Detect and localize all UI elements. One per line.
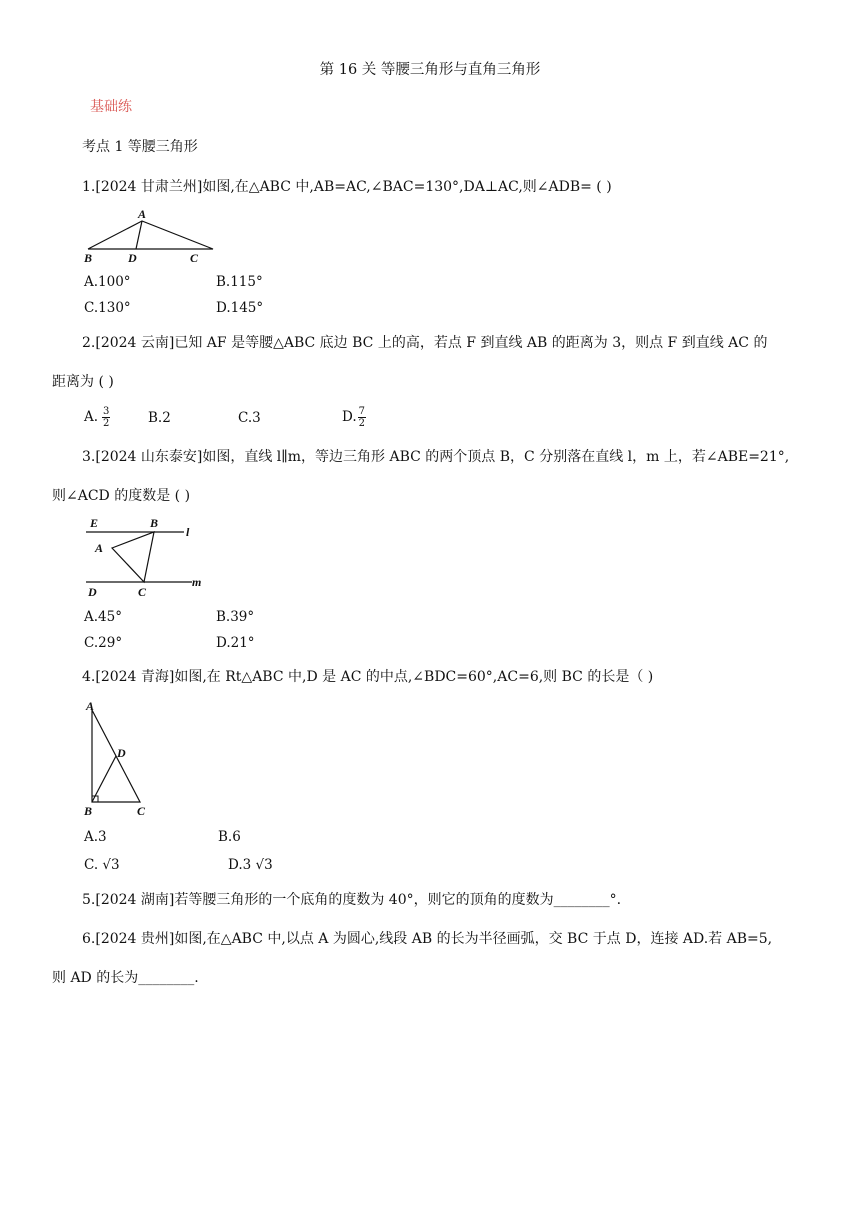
page-title: 第 16 关 等腰三角形与直角三角形 — [319, 62, 541, 78]
q1-label-b: B — [84, 251, 93, 265]
question-4-figure — [80, 698, 160, 820]
q3-label-d: D — [88, 585, 97, 599]
q2-option-b: B.2 — [148, 410, 171, 426]
q4-option-b: B.6 — [218, 829, 241, 845]
q4-option-c: C. √3 — [84, 857, 120, 873]
q4-label-b: B — [84, 804, 93, 818]
q1-option-c: C.130° — [84, 300, 131, 316]
q4-label-d: D — [117, 746, 126, 760]
q1-option-a: A.100° — [84, 274, 131, 290]
question-6-line-2: 则 AD 的长为________. — [52, 970, 199, 986]
q3-label-l: l — [186, 525, 190, 539]
q3-option-d: D.21° — [216, 635, 255, 651]
q3-label-c: C — [138, 585, 147, 599]
q3-label-b: B — [150, 516, 159, 530]
q1-label-c: C — [190, 251, 199, 265]
question-6-line-1: 6.[2024 贵州]如图,在△ABC 中,以点 A 为圆心,线段 AB 的长为半径画弧，交 BC 于点 D，连接 AD.若 AB=5, — [82, 931, 773, 947]
question-3-line-2: 则∠ACD 的度数是 ( ) — [52, 488, 191, 504]
q1-label-d: D — [128, 251, 137, 265]
question-3-figure — [80, 514, 210, 600]
q3-label-a: A — [95, 541, 104, 555]
q4-option-a: A.3 — [84, 829, 107, 845]
section-heading: 基础练 — [90, 99, 132, 115]
question-2-line-2: 距离为 ( ) — [52, 374, 114, 390]
q4-label-c: C — [137, 804, 146, 818]
q1-option-b: B.115° — [216, 274, 263, 290]
q3-label-e: E — [90, 516, 99, 530]
q1-option-d: D.145° — [216, 300, 264, 316]
question-1-figure — [80, 206, 220, 268]
q1-label-a: A — [138, 207, 147, 221]
q4-label-a: A — [86, 699, 95, 713]
q2-option-a: A. $\frac{3}{2}$ — [84, 406, 110, 429]
q2-option-d: D. $\frac{7}{2}$ — [342, 406, 366, 429]
question-1-text: 1.[2024 甘肃兰州]如图,在△ABC 中,AB=AC,∠BAC=130°,DA⊥AC,则∠ADB= ( ) — [82, 179, 612, 195]
topic-heading: 考点 1 等腰三角形 — [82, 139, 198, 155]
q4-option-d: D.3 √3 — [228, 857, 273, 873]
question-2-line-1: 2.[2024 云南]已知 AF 是等腰△ABC 底边 BC 上的高，若点 F 到直线 AB 的距离为 3，则点 F 到直线 AC 的 — [82, 335, 768, 351]
q3-option-b: B.39° — [216, 609, 255, 625]
question-4-text: 4.[2024 青海]如图,在 Rt△ABC 中,D 是 AC 的中点,∠BDC=60°,AC=6,则 BC 的长是（ ) — [82, 669, 654, 685]
question-3-line-1: 3.[2024 山东泰安]如图，直线 l∥m，等边三角形 ABC 的两个顶点 B，C 分别落在直线 l，m 上，若∠ABE=21°, — [82, 449, 790, 465]
q3-option-c: C.29° — [84, 635, 123, 651]
q3-label-m: m — [192, 575, 202, 589]
q3-option-a: A.45° — [84, 609, 122, 625]
question-5-text: 5.[2024 湖南]若等腰三角形的一个底角的度数为 40°，则它的顶角的度数为________°. — [82, 892, 622, 908]
q2-option-c: C.3 — [238, 410, 261, 426]
